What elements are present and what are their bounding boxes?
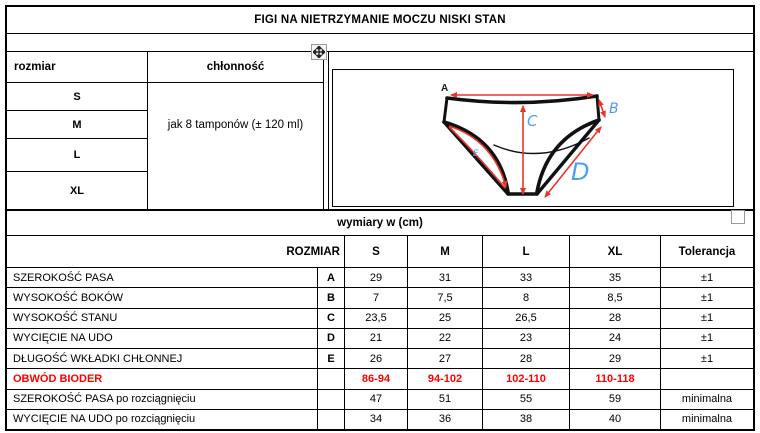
col-header-xl: XL xyxy=(570,236,661,267)
value-s: 23,5 xyxy=(345,309,408,328)
absorbency-value: jak 8 tamponów (± 120 ml) xyxy=(167,119,304,131)
row-label: WYSOKOŚĆ STANU xyxy=(7,309,318,328)
measurements-table xyxy=(7,236,753,429)
value-xl: 29 xyxy=(570,349,661,368)
table-header-row xyxy=(7,236,753,268)
value-m: 36 xyxy=(408,410,483,429)
absorbency-column xyxy=(148,52,324,209)
units-header: wymiary w (cm) xyxy=(7,211,753,236)
size-column xyxy=(7,52,148,209)
value-s: 7 xyxy=(345,288,408,307)
value-m: 94-102 xyxy=(408,369,483,388)
value-l: 38 xyxy=(483,410,570,429)
value-s: 26 xyxy=(345,349,408,368)
value-s: 29 xyxy=(345,268,408,287)
spacer-row xyxy=(7,34,753,52)
table-row-rise-height xyxy=(7,309,753,329)
top-section xyxy=(7,52,753,211)
diagram-label-c: C xyxy=(527,112,538,130)
value-m: 31 xyxy=(408,268,483,287)
diagram-label-e: E xyxy=(473,149,479,159)
row-letter: D xyxy=(318,329,345,348)
row-letter xyxy=(318,410,345,429)
value-m: 25 xyxy=(408,309,483,328)
row-letter: E xyxy=(318,349,345,368)
row-label: SZEROKOŚĆ PASA xyxy=(7,268,318,287)
value-tolerance: ±1 xyxy=(700,332,714,345)
row-letter: B xyxy=(318,288,345,307)
value-s: 21 xyxy=(345,329,408,348)
rozmiar-header: ROZMIAR xyxy=(7,236,345,267)
value-tolerance xyxy=(661,369,753,388)
row-letter: A xyxy=(318,268,345,287)
row-label: OBWÓD BIODER xyxy=(7,369,318,388)
value-l: 33 xyxy=(483,268,570,287)
value-xl: 24 xyxy=(570,329,661,348)
value-tolerance: ±1 xyxy=(700,291,714,304)
value-l: 55 xyxy=(483,390,570,409)
value-l: 23 xyxy=(483,329,570,348)
value-s: 86-94 xyxy=(345,369,408,388)
size-column-header: rozmiar xyxy=(7,52,147,83)
col-header-tolerance: Tolerancja xyxy=(678,245,736,258)
page-title: FIGI NA NIETRZYMANIE MOCZU NISKI STAN xyxy=(7,7,753,34)
value-tolerance: minimalna xyxy=(681,393,733,406)
value-tolerance: ±1 xyxy=(700,352,714,365)
table-move-handle-icon[interactable] xyxy=(311,44,327,60)
row-letter xyxy=(318,390,345,409)
value-l: 102-110 xyxy=(483,369,570,388)
value-xl: 110-118 xyxy=(570,369,661,388)
table-row-hip-circumference xyxy=(7,369,753,389)
value-xl: 59 xyxy=(570,390,661,409)
row-letter: C xyxy=(318,309,345,328)
diagram-cell xyxy=(328,52,753,209)
diagram-label-a: A xyxy=(441,83,449,94)
row-letter xyxy=(318,369,345,388)
value-l: 28 xyxy=(483,349,570,368)
size-row-xl: XL xyxy=(69,184,85,197)
value-s: 47 xyxy=(345,390,408,409)
value-m: 51 xyxy=(408,390,483,409)
value-m: 7,5 xyxy=(408,288,483,307)
size-row-s: S xyxy=(7,83,147,111)
table-row-pad-length xyxy=(7,349,753,369)
col-header-s: S xyxy=(345,236,408,267)
diagram-label-d: D xyxy=(571,158,590,186)
value-tolerance: ±1 xyxy=(700,271,714,284)
row-label: WYSOKOŚĆ BOKÓW xyxy=(7,288,318,307)
value-m: 22 xyxy=(408,329,483,348)
briefs-measurement-diagram xyxy=(332,69,734,207)
col-header-l: L xyxy=(483,236,570,267)
row-label: SZEROKOŚĆ PASA po rozciągnięciu xyxy=(7,390,318,409)
value-xl: 40 xyxy=(570,410,661,429)
picture-resize-handle[interactable] xyxy=(731,210,745,224)
value-l: 8 xyxy=(483,288,570,307)
value-xl: 35 xyxy=(570,268,661,287)
briefs-diagram-svg xyxy=(333,70,732,205)
col-header-m: M xyxy=(408,236,483,267)
value-m: 27 xyxy=(408,349,483,368)
value-tolerance: ±1 xyxy=(700,312,714,325)
row-label: DŁUGOŚĆ WKŁADKI CHŁONNEJ xyxy=(7,349,318,368)
table-row-waist-stretched xyxy=(7,390,753,410)
value-s: 34 xyxy=(345,410,408,429)
table-row-leg-cut xyxy=(7,329,753,349)
value-tolerance: minimalna xyxy=(681,413,733,426)
move-cross-icon xyxy=(313,46,325,58)
table-frame xyxy=(5,5,755,431)
size-row-l: L xyxy=(7,139,147,172)
value-xl: 28 xyxy=(570,309,661,328)
absorbency-column-header: chłonność xyxy=(148,52,323,83)
table-row-side-height xyxy=(7,288,753,308)
value-xl: 8,5 xyxy=(570,288,661,307)
table-row-leg-cut-stretched xyxy=(7,410,753,429)
value-l: 26,5 xyxy=(483,309,570,328)
row-label: WYCIĘCIE NA UDO xyxy=(7,329,318,348)
table-row-waist-width xyxy=(7,268,753,288)
size-row-m: M xyxy=(7,111,147,139)
diagram-label-b: B xyxy=(609,101,619,117)
row-label: WYCIĘCIE NA UDO po rozciągnięciu xyxy=(7,410,318,429)
